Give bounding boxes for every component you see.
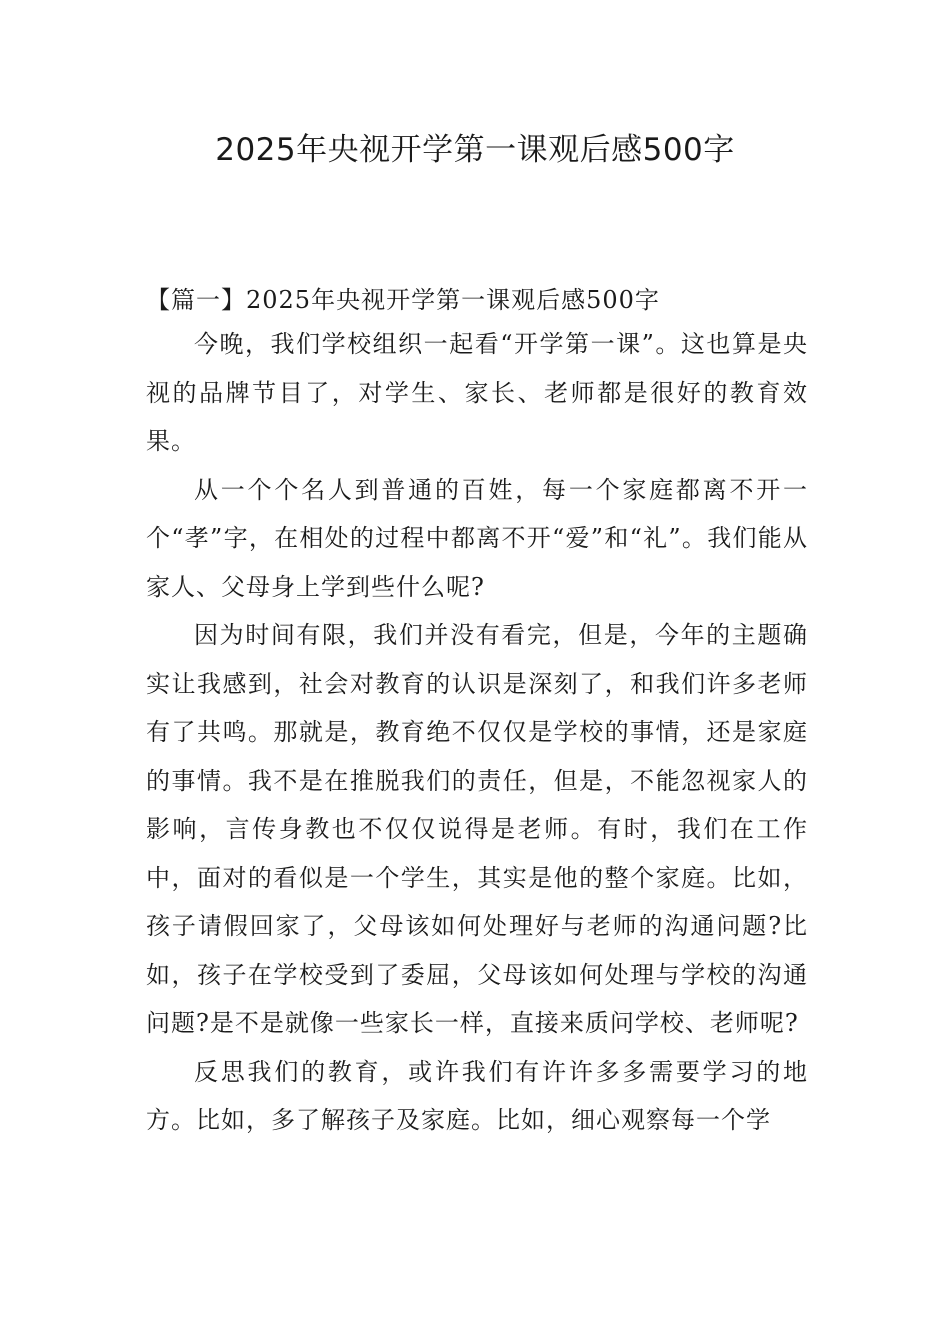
document-title: 2025年央视开学第一课观后感500字 [215, 132, 735, 168]
document-body [146, 280, 808, 1145]
section-heading: 【篇一】2025年央视开学第一课观后感500字 [146, 286, 660, 314]
paragraph: 因为时间有限，我们并没有看完，但是，今年的主题确实让我感到，社会对教育的认识是深刻了，和我们许多老师有了共鸣。那就是，教育绝不仅仅是学校的事情，还是家庭的事情。我不是在推脱我们的责任，但是，不能忽视家人的影响，言传身教也不仅仅说得是老师。有时，我们在工作中，面对的看似是一个学生，其实是他的整个家庭。比如，孩子请假回家了，父母该如何处理好与老师的沟通问题?比如，孩子在学校受到了委屈，父母该如何处理与学校的沟通问题?是不是就像一些家长一样，直接来质问学校、老师呢? [146, 621, 808, 1037]
paragraph: 从一个个名人到普通的百姓，每一个家庭都离不开一个“孝”字，在相处的过程中都离不开“爱”和“礼”。我们能从家人、父母身上学到些什么呢? [146, 475, 808, 601]
paragraph: 反思我们的教育，或许我们有许许多多需要学习的地方。比如，多了解孩子及家庭。比如，细心观察每一个学 [146, 1057, 808, 1134]
paragraph: 今晚，我们学校组织一起看“开学第一课”。这也算是央视的品牌节目了，对学生、家长、老师都是很好的教育效果。 [146, 330, 808, 455]
